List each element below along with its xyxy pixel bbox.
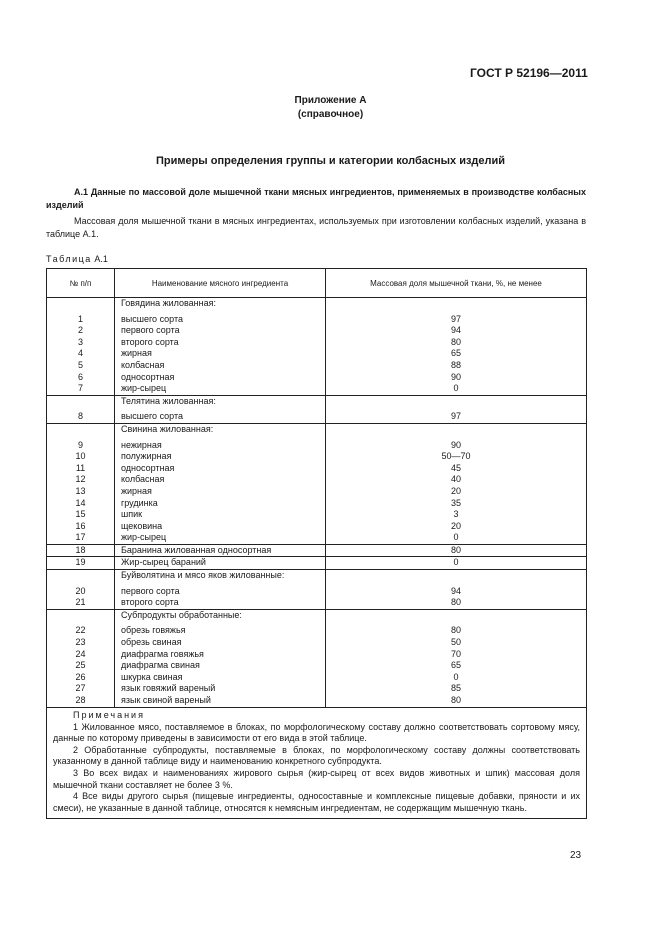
ingredient-name: обрезь говяжья (121, 625, 186, 636)
ingredient-cell (115, 395, 326, 423)
muscle-share-value: 88 (450, 359, 461, 370)
ingredient-name: шпик (121, 509, 143, 520)
muscle-share-value: 0 (453, 557, 459, 568)
muscle-share-value: 80 (450, 597, 461, 608)
appendix-title: Приложение А (294, 95, 367, 106)
document-code: ГОСТ Р 52196—2011 (470, 66, 588, 80)
row-number-cell (47, 395, 115, 423)
row-number: 9 (77, 439, 83, 450)
ingredient-cell (115, 544, 326, 557)
table-caption (46, 254, 108, 264)
muscle-share-value: 0 (453, 671, 459, 682)
ingredient-name: диафрагма свиная (121, 660, 200, 671)
muscle-share-value: 85 (450, 683, 461, 694)
muscle-share-value: 80 (450, 695, 461, 705)
share-cell (326, 298, 587, 396)
row-number: 21 (75, 597, 86, 608)
group-title: Буйволятина и мясо яков жилованные: (121, 570, 285, 581)
group-title: Говядина жилованная: (121, 298, 216, 308)
ingredient-cell (115, 423, 326, 544)
row-number: 20 (75, 585, 86, 596)
ingredient-name: односортная (121, 462, 175, 473)
ingredient-name: шкурка свиная (121, 671, 183, 682)
column-header-ingredient: Наименование мясного ингредиента (115, 269, 326, 298)
ingredient-name: второго сорта (121, 597, 179, 608)
table-caption-number: А.1 (94, 254, 108, 264)
row-number: 6 (77, 371, 83, 382)
row-number: 18 (75, 544, 86, 555)
row-number-cell (47, 423, 115, 544)
page-number: 23 (570, 850, 582, 861)
table-group (47, 395, 587, 423)
row-number: 7 (77, 383, 83, 394)
muscle-share-value: 80 (450, 336, 461, 347)
row-number: 24 (75, 648, 86, 659)
ingredient-cell (115, 609, 326, 707)
group-title: Свинина жилованная: (121, 423, 214, 434)
row-number: 27 (75, 683, 86, 694)
ingredient-name: щековина (121, 520, 163, 531)
share-cell (326, 557, 587, 570)
column-header-share: Массовая доля мышечной ткани, %, не менее (326, 269, 587, 298)
muscle-share-value: 0 (453, 383, 459, 394)
ingredient-name: жирная (121, 485, 152, 496)
muscle-share-value: 97 (450, 411, 461, 422)
row-number: 17 (75, 532, 86, 543)
page-heading: Примеры определения группы и категории колбасных изделий (155, 155, 506, 167)
ingredient-name: колбасная (121, 359, 165, 370)
ingredient-cell (115, 298, 326, 396)
ingredient-name: Жир-сырец бараний (121, 557, 206, 568)
note-item: 1 Жилованное мясо, поставляемое в блоках, по морфологическому составу должно соответствовать сортовому мясу, данные по которому приведены в зависимости от его вида в этой таблице. (53, 721, 580, 744)
group-title: Телятина жилованная: (121, 395, 216, 406)
muscle-share-value: 40 (450, 474, 461, 485)
muscle-share-value: 20 (450, 485, 461, 496)
row-number: 22 (75, 625, 86, 636)
column-header-number: № п/п (47, 269, 115, 298)
ingredient-name: первого сорта (121, 325, 180, 336)
ingredient-name: Баранина жилованная односортная (121, 544, 272, 555)
muscle-share-value: 94 (450, 585, 461, 596)
intro-paragraph: Массовая доля мышечной ткани в мясных ингредиентах, используемых при изготовлении колбасных изделий, указана в таблице А.1. (46, 216, 586, 239)
row-number: 12 (75, 474, 86, 485)
row-number: 14 (75, 497, 86, 508)
ingredient-cell (115, 557, 326, 570)
share-cell (326, 609, 587, 707)
note-item: 3 Во всех видах и наименованиях жирового сырья (жир-сырец от всех видов животных и шпик) массовая доля мышечной ткани составляет не более 3 %. (53, 767, 580, 790)
muscle-share-value: 70 (450, 648, 461, 659)
row-number: 19 (75, 557, 86, 568)
row-number: 10 (75, 451, 86, 462)
share-cell (326, 544, 587, 557)
ingredient-name: жир-сырец (121, 383, 167, 394)
muscle-share-value: 50—70 (441, 451, 471, 462)
table-caption-word: Таблица (46, 254, 92, 264)
row-number: 11 (75, 462, 86, 473)
row-number: 13 (75, 485, 86, 496)
muscle-share-value: 65 (450, 660, 461, 671)
appendix-subtitle: (справочное) (297, 109, 364, 120)
row-number: 23 (75, 637, 86, 648)
muscle-share-value: 50 (450, 637, 461, 648)
muscle-share-value: 90 (450, 371, 461, 382)
row-number: 5 (77, 359, 83, 370)
table-group (47, 544, 587, 557)
ingredient-name: колбасная (121, 474, 165, 485)
muscle-share-value: 3 (453, 509, 459, 520)
table-group (47, 570, 587, 610)
muscle-share-value: 80 (450, 625, 461, 636)
ingredient-name: жир-сырец (121, 532, 167, 543)
ingredient-name: нежирная (121, 439, 162, 450)
ingredient-name: обрезь свиная (121, 637, 182, 648)
ingredient-name: язык свиной вареный (121, 695, 211, 705)
section-title: А.1 Данные по массовой доле мышечной ткани мясных ингредиентов, применяемых в производстве колбасных изделий (46, 187, 586, 210)
table-group (47, 557, 587, 570)
row-number: 16 (75, 520, 86, 531)
notes-heading: Примечания (73, 710, 145, 720)
row-number: 28 (75, 695, 86, 705)
row-number-cell (47, 298, 115, 396)
muscle-share-value: 80 (450, 544, 461, 555)
muscle-share-value: 94 (450, 325, 461, 336)
ingredients-table (46, 268, 587, 708)
row-number: 15 (75, 509, 86, 520)
share-cell (326, 395, 587, 423)
table-group (47, 423, 587, 544)
row-number: 25 (75, 660, 86, 671)
row-number: 26 (75, 671, 86, 682)
row-number-cell (47, 557, 115, 570)
row-number: 4 (77, 348, 83, 359)
row-number-cell (47, 570, 115, 610)
ingredient-name: жирная (121, 348, 152, 359)
muscle-share-value: 20 (450, 520, 461, 531)
table-group (47, 298, 587, 396)
ingredient-name: полужирная (121, 451, 172, 462)
row-number: 8 (77, 411, 83, 422)
row-number: 1 (77, 313, 83, 324)
row-number-cell (47, 609, 115, 707)
group-title: Субпродукты обработанные: (121, 609, 242, 620)
ingredient-name: односортная (121, 371, 175, 382)
table-body (47, 298, 587, 708)
share-cell (326, 423, 587, 544)
row-number: 2 (77, 325, 83, 336)
muscle-share-value: 35 (450, 497, 461, 508)
muscle-share-value: 0 (453, 532, 459, 543)
row-number-cell (47, 544, 115, 557)
ingredient-name: высшего сорта (121, 313, 184, 324)
muscle-share-value: 45 (450, 462, 461, 473)
note-item: 2 Обработанные субпродукты, поставляемые в блоках, по морфологическому составу должны соответствовать указанному в данной таблице виду и наименованию конкретного субпродукта. (53, 744, 580, 767)
ingredient-name: первого сорта (121, 585, 180, 596)
ingredient-name: высшего сорта (121, 411, 184, 422)
row-number: 3 (77, 336, 83, 347)
ingredient-cell (115, 570, 326, 610)
ingredient-name: второго сорта (121, 336, 179, 347)
table-group (47, 609, 587, 707)
ingredient-name: язык говяжий вареный (121, 683, 216, 694)
note-item: 4 Все виды другого сырья (пищевые ингредиенты, односоставные и комплексные пищевые добавки, пряности и их смеси), не указанные в данной таблице, относятся к немясным ингредиентам, не содержащим мышечную ткань. (53, 791, 580, 813)
muscle-share-value: 97 (450, 313, 461, 324)
ingredient-name: диафрагма говяжья (121, 648, 204, 659)
muscle-share-value: 65 (450, 348, 461, 359)
table-notes (46, 708, 587, 819)
muscle-share-value: 90 (450, 439, 461, 450)
ingredient-name: грудинка (121, 497, 158, 508)
share-cell (326, 570, 587, 610)
